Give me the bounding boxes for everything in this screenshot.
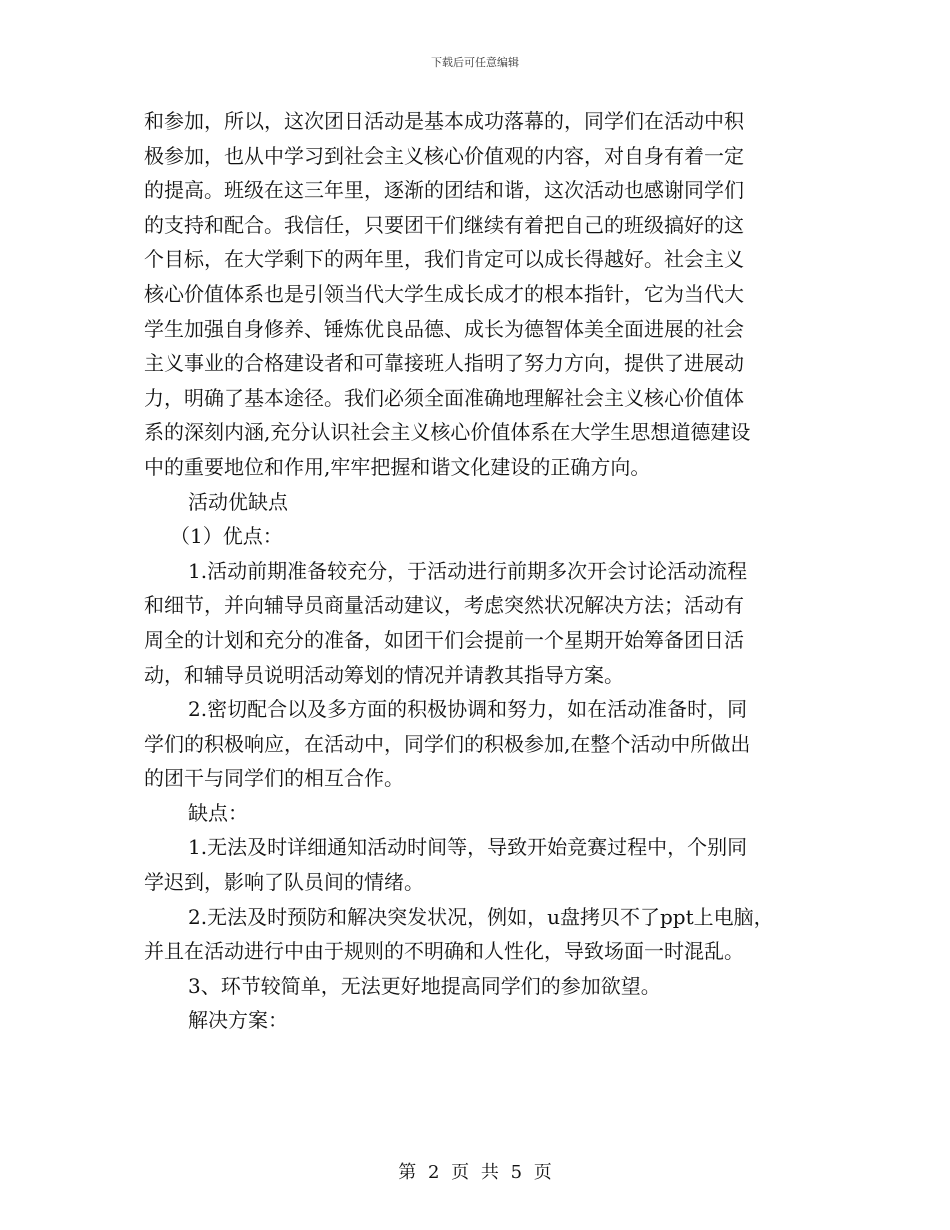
subsection-heading: 缺点： xyxy=(188,800,248,825)
text-line: 周全的计划和充分的准备，如团干们会提前一个星期开始筹备团日活 xyxy=(144,627,744,652)
text-line: 和参加，所以，这次团日活动是基本成功落幕的，同学们在活动中积 xyxy=(144,109,744,133)
text-line: 1.无法及时详细通知活动时间等，导致开始竞赛过程中，个别同 xyxy=(188,835,748,860)
text-line: 学迟到，影响了队员间的情绪。 xyxy=(144,870,424,895)
text-line: 中的重要地位和作用,牢牢把握和谐文化建设的正确方向。 xyxy=(144,454,651,479)
text-line: 核心价值体系也是引领当代大学生成长成才的根本指针，它为当代大 xyxy=(144,281,744,306)
text-line: 1.活动前期准备较充分，于活动进行前期多次开会讨论活动流程 xyxy=(188,558,748,583)
text-line: 学生加强自身修养、锤炼优良品德、成长为德智体美全面进展的社会 xyxy=(144,316,744,341)
text-line: 系的深刻内涵,充分认识社会主义核心价值体系在大学生思想道德建设 xyxy=(144,420,751,445)
body-text xyxy=(144,104,814,1038)
text-line: 并且在活动进行中由于规则的不明确和人性化，导致场面一时混乱。 xyxy=(144,939,744,964)
page-header: 下载后可任意编辑 xyxy=(431,56,519,69)
text-line: 极参加，也从中学习到社会主义核心价值观的内容，对自身有着一定 xyxy=(144,143,744,168)
text-line: 的团干与同学们的相互合作。 xyxy=(144,766,404,791)
text-line: 和细节，并向辅导员商量活动建议，考虑突然状况解决方法；活动有 xyxy=(144,593,744,618)
text-line: 学们的积极响应，在活动中，同学们的积极参加,在整个活动中所做出 xyxy=(144,731,751,756)
text-line: 个目标，在大学剩下的两年里，我们肯定可以成长得越好。社会主义 xyxy=(144,247,744,272)
text-line: 的提高。班级在这三年里，逐渐的团结和谐，这次活动也感谢同学们 xyxy=(144,178,744,203)
section-heading: 活动优缺点 xyxy=(188,489,288,514)
subsection-heading: 解决方案： xyxy=(188,1008,288,1033)
text-line: 的支持和配合。我信任，只要团干们继续有着把自己的班级搞好的这 xyxy=(144,212,744,237)
page-number: 第 2 页 共 5 页 xyxy=(398,1162,552,1183)
text-line: 主义事业的合格建设者和可靠接班人指明了努力方向，提供了进展动 xyxy=(144,351,744,376)
text-line: 动，和辅导员说明活动筹划的情况并请教其指导方案。 xyxy=(144,662,624,687)
text-line: 3、环节较简单，无法更好地提高同学们的参加欲望。 xyxy=(188,973,661,998)
text-line: 2.密切配合以及多方面的积极协调和努力，如在活动准备时，同 xyxy=(188,697,748,722)
subsection-heading: （1）优点： xyxy=(170,524,283,549)
text-line: 力，明确了基本途径。我们必须全面准确地理解社会主义核心价值体 xyxy=(144,385,744,410)
text-line: 2.无法及时预防和解决突发状况，例如，u盘拷贝不了ppt上电脑， xyxy=(188,904,774,929)
